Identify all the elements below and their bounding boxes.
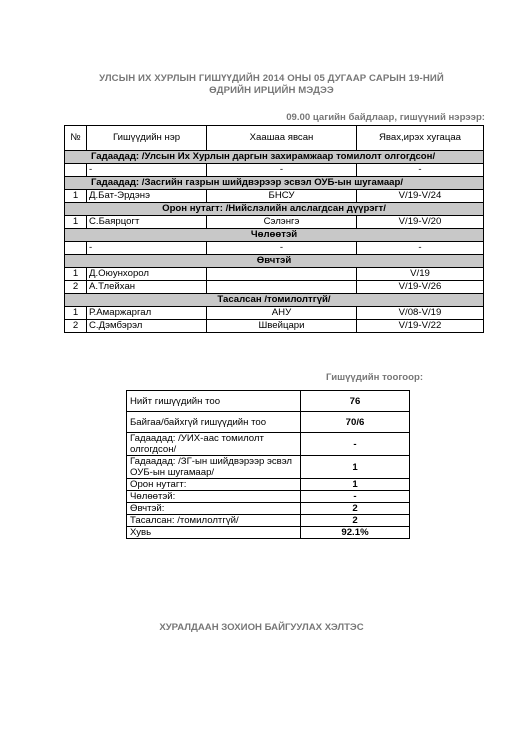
dates: - <box>357 164 484 177</box>
page-title <box>60 73 483 97</box>
header-destination: Хаашаа явсан <box>207 126 357 151</box>
summary-row <box>127 412 410 433</box>
summary-row <box>127 503 410 515</box>
summary-value: 2 <box>301 503 410 515</box>
summary-value: - <box>301 433 410 456</box>
section-title: Чөлөөтэй <box>65 229 484 242</box>
table-row <box>65 320 484 333</box>
member-name: - <box>87 164 207 177</box>
summary-label: Өвчтэй: <box>127 503 301 515</box>
dates: V/19-V/22 <box>357 320 484 333</box>
header-dates: Явах,ирэх хугацаа <box>357 126 484 151</box>
member-name: Д.Бат-Эрдэнэ <box>87 190 207 203</box>
summary-label: Тасалсан: /томилолтгүй/ <box>127 515 301 527</box>
header-no: № <box>65 126 87 151</box>
table-row <box>65 281 484 294</box>
subtitle: 09.00 цагийн байдлаар, гишүүний нэрээр: <box>286 112 485 123</box>
destination <box>207 281 357 294</box>
summary-row <box>127 391 410 412</box>
section-row <box>65 255 484 268</box>
summary-value: 1 <box>301 456 410 479</box>
section-title: Өвчтэй <box>65 255 484 268</box>
summary-row <box>127 491 410 503</box>
destination: Сэлэнгэ <box>207 216 357 229</box>
table-row <box>65 216 484 229</box>
summary-label: Орон нутагт: <box>127 479 301 491</box>
destination: - <box>207 242 357 255</box>
summary-row <box>127 479 410 491</box>
summary-row <box>127 527 410 539</box>
summary-row <box>127 515 410 527</box>
summary-value: 76 <box>301 391 410 412</box>
dates: V/19 <box>357 268 484 281</box>
section-title: Тасалсан /томилолтгүй/ <box>65 294 484 307</box>
table-row <box>65 242 484 255</box>
attendance-table <box>64 125 484 333</box>
summary-body <box>127 391 410 539</box>
summary-row <box>127 456 410 479</box>
row-number: 1 <box>65 190 87 203</box>
member-name: - <box>87 242 207 255</box>
table-row <box>65 190 484 203</box>
count-title: Гишүүдийн тоогоор: <box>326 372 424 383</box>
member-name: А.Тлейхан <box>87 281 207 294</box>
section-row <box>65 177 484 190</box>
member-name: Р.Амаржаргал <box>87 307 207 320</box>
header-name: Гишүүдийн нэр <box>87 126 207 151</box>
dates: V/19-V/24 <box>357 190 484 203</box>
row-number: 1 <box>65 216 87 229</box>
destination: - <box>207 164 357 177</box>
title-line-2: ӨДРИЙН ИРЦИЙН МЭДЭЭ <box>209 85 334 96</box>
summary-value: 92.1% <box>301 527 410 539</box>
row-number: 1 <box>65 307 87 320</box>
table-row <box>65 268 484 281</box>
summary-row <box>127 433 410 456</box>
table-row <box>65 164 484 177</box>
member-name: С.Баярцогт <box>87 216 207 229</box>
dates: V/08-V/19 <box>357 307 484 320</box>
summary-label: Гадаадад: /ЗГ-ын шийдвэрээр эсвэл ОУБ-ын шугамаар/ <box>127 456 301 479</box>
destination: БНСУ <box>207 190 357 203</box>
summary-value: 70/6 <box>301 412 410 433</box>
summary-value: 1 <box>301 479 410 491</box>
summary-label: Байгаа/байхгүй гишүүдийн тоо <box>127 412 301 433</box>
member-name: С.Дэмбэрэл <box>87 320 207 333</box>
dates: V/19-V/26 <box>357 281 484 294</box>
destination: АНУ <box>207 307 357 320</box>
summary-label: Чөлөөтэй: <box>127 491 301 503</box>
section-row <box>65 203 484 216</box>
row-number <box>65 164 87 177</box>
row-number: 2 <box>65 281 87 294</box>
dates: - <box>357 242 484 255</box>
section-title: Гадаадад: /Засгийн газрын шийдвэрээр эсвэл ОУБ-ын шугамаар/ <box>65 177 484 190</box>
footer-department: ХУРАЛДААН ЗОХИОН БАЙГУУЛАХ ХЭЛТЭС <box>159 622 364 633</box>
row-number: 1 <box>65 268 87 281</box>
member-name: Д.Оюунхорол <box>87 268 207 281</box>
section-row <box>65 151 484 164</box>
title-line-1: УЛСЫН ИХ ХУРЛЫН ГИШҮҮДИЙН 2014 ОНЫ 05 ДУГААР САРЫН 19-НИЙ <box>99 73 444 84</box>
section-row <box>65 229 484 242</box>
section-title: Гадаадад: /Улсын Их Хурлын даргын захирамжаар томилолт олгогдсон/ <box>65 151 484 164</box>
destination <box>207 268 357 281</box>
summary-table <box>126 390 410 539</box>
summary-label: Гадаадад: /УИХ-аас томилолт олгогдсон/ <box>127 433 301 456</box>
row-number: 2 <box>65 320 87 333</box>
summary-value: - <box>301 491 410 503</box>
summary-value: 2 <box>301 515 410 527</box>
dates: V/19-V/20 <box>357 216 484 229</box>
destination: Швейцари <box>207 320 357 333</box>
summary-label: Нийт гишүүдийн тоо <box>127 391 301 412</box>
summary-label: Хувь <box>127 527 301 539</box>
attendance-body <box>65 151 484 333</box>
table-row <box>65 307 484 320</box>
section-row <box>65 294 484 307</box>
section-title: Орон нутагт: /Нийслэлийн алслагдсан дүүрэгт/ <box>65 203 484 216</box>
header-row <box>65 126 484 151</box>
row-number <box>65 242 87 255</box>
